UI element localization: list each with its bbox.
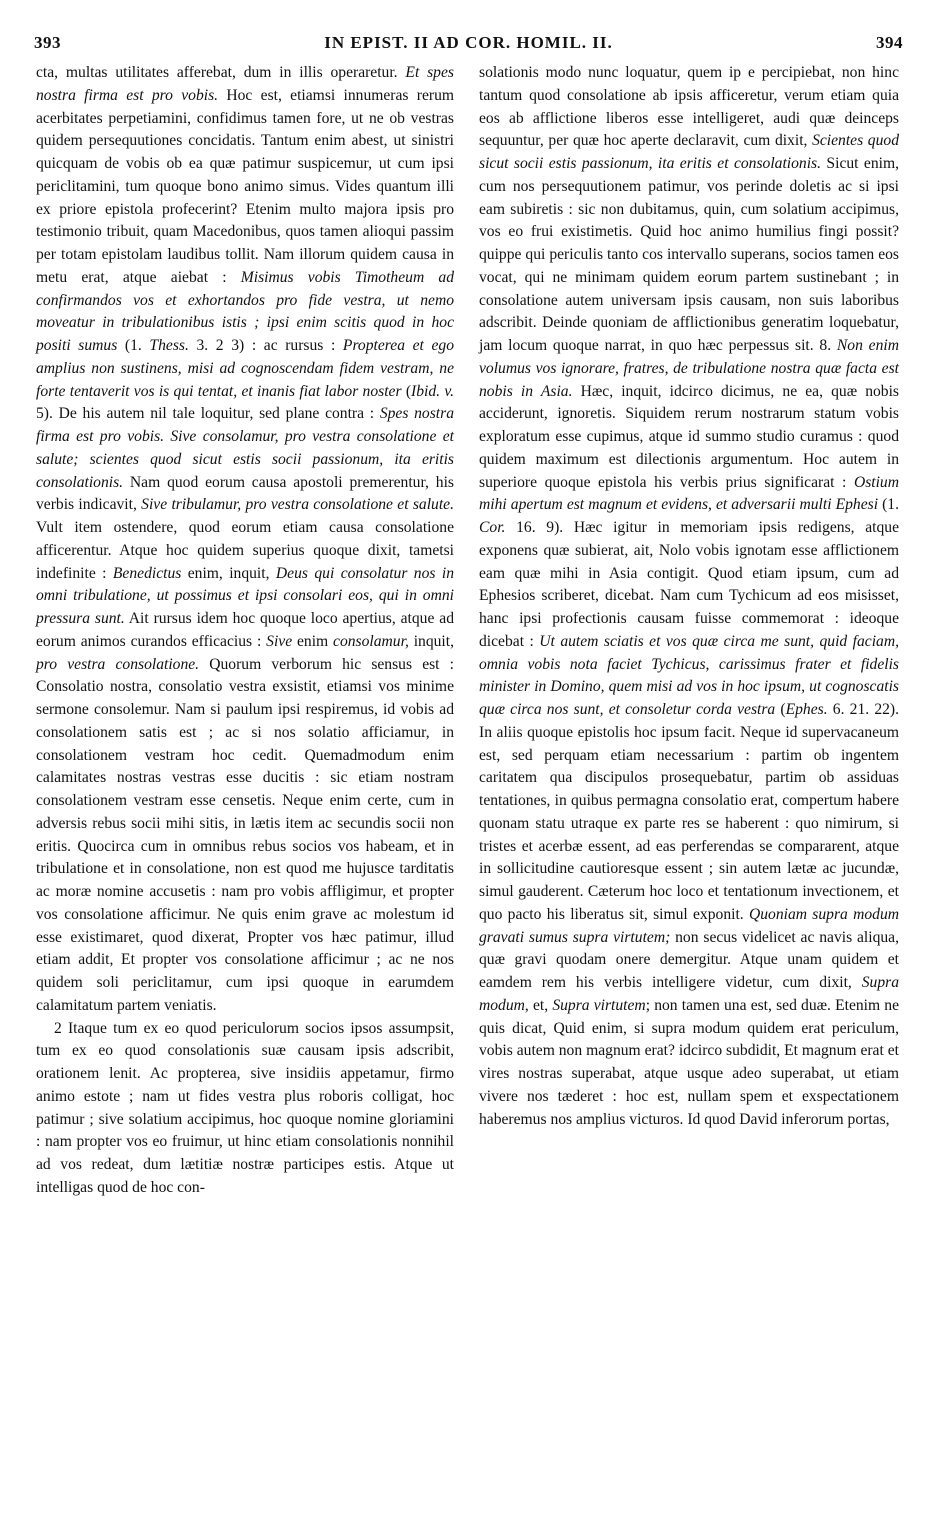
italic-run: consolamur, — [333, 632, 409, 650]
text-run: 6. 21. 22). In aliis quoque epistolis hoc ipsum facit. Neque id supervacaneum est, sed perquam etiam necessarium : partim ob ingentem caritatem qua discipulos prosequebatur, partim ob assiduas tentationes, in quibus permagna consolatio erat, compertum habere quonam statu utraque ex parte res se haberent : quo nimirum, si tristes et acerbæ essent, ad eas perferendas se compararent, atque in sollicitudine cautioresque essent ; sin autem lætæ ac jucundæ, simul gauderent. Cæterum hoc loco et tentationum invectionem, et quo pacto his liberatus sit, simul exponit. — [479, 701, 899, 923]
page-number-right: 394 — [875, 33, 903, 52]
italic-run: Supra modum — [479, 974, 899, 1014]
italic-run: Benedictus — [112, 564, 182, 582]
text-run: (1. — [117, 337, 150, 354]
page-number-left: 393 — [34, 33, 61, 52]
italic-run: Scientes quod sicut socii estis passionum, ita eritis et consolationis. — [479, 132, 899, 172]
italic-run: Thess. — [149, 337, 189, 354]
italic-run: Spes nostra firma est pro vobis. Sive consolamur, pro vestra consolatione et salute; scientes quod sicut estis socii passionum, ita eritis consolationis. — [36, 405, 454, 491]
italic-run: Non enim volumus vos ignorare, fratres, de tribulatione nostra quæ facta est nobis in Asia. — [479, 337, 899, 400]
text-run: 2 Itaque tum ex eo quod periculorum socios ipsos assumpsit, tum ex eo quod consolationis suæ causam ipsis adscribit, orationem lenit. Ac propterea, sive insidiis appetamur, firmo animo estote ; nam ut fides vestra plus roboris colligat, hoc patimur ; sive solatium accipimus, hoc quoque nomine gloriamini : nam propter vos eo fruimur, ut hinc etiam consolationis nonnihil ad vos redeat, dum lætitiæ nostræ participes estis. Atque ut intelligas quod de hoc con- — [36, 1019, 454, 1196]
italic-run: Ut autem sciatis et vos quæ circa me sunt, quid faciam, omnia vobis nota faciet Tychicus, carissimus frater et fidelis minister in Domino, quem misi ad vos in hoc ipsum, ut cognoscatis quæ circa nos sunt, et consoletur corda vestra — [479, 632, 899, 718]
running-header — [34, 28, 903, 58]
text-run: 3. 2 3) : ac rursus : — [188, 337, 343, 354]
text-run: 5). De his autem nil tale loquitur, sed plane contra : — [36, 405, 380, 423]
text-run: , et, — [524, 996, 553, 1014]
italic-run: Sive tribulamur, pro vestra consolatione et salute. — [141, 496, 454, 514]
italic-run: Cor. — [479, 519, 506, 536]
text-run: solationis modo nunc loquatur, quem ip e percipiebat, non hinc tantum quod consolatione ab ipsis afficeretur, verum etiam quia eos ab afflictione liberos esse intelligeret, audi quæ deinceps sequuntur, per quæ hoc aperte declaravit, cum dixit, — [479, 64, 899, 150]
text-run: enim, inquit, — [181, 564, 276, 582]
italic-run: Ostium mihi apertum est magnum et evidens, et adversarii multi Ephesi — [479, 473, 899, 514]
italic-run: Ephes. — [785, 701, 828, 718]
text-run: Sicut enim, cum nos persequutionem patimur, vos perinde doletis ac si ipsi eam subiretis : sic non dubitamus, quin, cum solatium accipimus, vos eo frui existimetis. Quid hoc animo humilius fingi possit? quippe qui periculis tanto cos intervallo superans, socios tamen eos vocat, qui ne minimam quidem eorum partem sustinebant ; in consolatione autem universam ipsis causam, non suis laboribus adscribit. Deinde quoniam de afflictionibus generatim loquebatur, jam locum quoque narrat, in quo hæc perpessus sit. 8. — [479, 155, 899, 354]
text-run: Nam quod eorum causa apostoli premerentur, his verbis indicavit, — [36, 473, 454, 514]
paragraph — [36, 1018, 454, 1200]
paragraph — [479, 62, 899, 1131]
text-run: Hoc est, etiamsi innumeras rerum acerbitates perpetiamini, confidimus tamen fore, ut ne ob vestras quidem persequutiones concidatis. Tantum enim abest, ut sinistri quicquam de vobis ob ea quæ patimur suspicemur, ut cum ipsi periclitamini, tum quoque bono animo simus. Vides quantum illi ex priore epistola profecerint? Etenim multo majora ipsis pro testimonio tribuit, quam Macedonibus, quos tamen alioqui passim per totam epistolam laudibus tollit. Nam illorum quidem causa in metu erat, atque aiebat : — [36, 86, 455, 286]
text-run: cta, multas utilitates afferebat, dum in illis operaretur. — [36, 64, 406, 81]
italic-run: Sive — [266, 632, 293, 650]
text-run: ; non tamen una est, sed duæ. Etenim ne quis dicat, Quid enim, si supra modum quidem erat periculum, vobis autem non magnum erat? idcirco subdidit, Et magnum erat et vires nostras superabat, atque usque adeo superabat, ut etiam vivere nos tæderet : hoc est, nullam spem et exspectationem haberemus nos amplius victuros. Id quod David inferorum portas, — [479, 996, 899, 1128]
italic-run: Deus qui consolatur nos in omni tribulatione, ut possimus et ipsi consolari eos, qui in omni pressura sunt. — [36, 564, 454, 627]
left-column — [36, 62, 454, 1200]
text-run: ( — [775, 701, 786, 718]
text-run: non secus videlicet ac navis aliqua, quæ gravi quodam onere demergitur. Atque unam quidem et eamdem rem his verbis intelligere videtur, cum dixit, — [479, 928, 899, 991]
italic-run: pro vestra consolatione. — [36, 655, 200, 673]
text-run: 16. 9). Hæc igitur in memoriam ipsis redigens, atque exponens quæ subierat, ait, Nolo vobis ignotam esse afflictionem eam quæ mihi in Asia contigit. Quod etiam ipsum, cum ad Ephesios scriberet, dicebat. Nam cum Tychicum ad eos misisset, hanc ipsi profectionis causam fuisse commemorat : ideoque dicebat : — [479, 519, 899, 650]
text-run: Quorum verborum hic sensus est : Consolatio nostra, consolatio vestra exsistit, etiamsi vos minime sermone consolemur. Nam si paulum ipsi respiremus, id vobis ad consolationem satis est ; ac si nos solatio afficiamur, in consolationem vestram hoc cedit. Quemadmodum enim calamitates nostras vestras esse ducitis : sic etiam nostram consolationem vestram esse censetis. Neque enim certe, cum in adversis rebus socii mihi sitis, in lætis item ac secundis socii non eritis. Quocirca cum in omnibus rebus socios vos habeam, et in tribulatione et in consolatione, non est quod me hujusce tarditatis ac moræ nomine accusetis : nam pro vobis affligimur, et propter vos consolatione afficimur. Ne quis enim grave ac molestum id esse existimaret, quod dixerat, Propter vos hæc patimur, illud etiam addit, Et propter vos consolatione afficimur ; ac ne nos quidem soli periclitamur, cum ipsi quoque in earumdem calamitatum partem veniatis. — [36, 655, 454, 1014]
text-run: ( — [401, 382, 412, 400]
paragraph — [36, 62, 454, 1018]
italic-run: Quoniam supra modum gravati sumus supra virtutem; — [479, 905, 900, 946]
right-column — [479, 62, 899, 1131]
italic-run: Propterea et ego amplius non sustinens, misi ad cognoscendam fidem vestram, ne forte tentaverit vos is qui tentat, et inanis fiat labor noster — [36, 337, 454, 400]
italic-run: Misimus vobis Timotheum ad confirmandos vos et exhortandos pro fide vestra, ut nemo moveatur in tribulationibus istis ; ipsi enim scitis quod in hoc positi sumus — [36, 268, 455, 354]
text-run: (1. — [878, 496, 899, 514]
text-run: Vult item ostendere, quod eorum etiam causa consolatione afficerentur. Atque hoc quidem superius quoque dixit, tametsi indefinite : — [36, 519, 454, 582]
italic-run: Ibid. v. — [411, 382, 454, 400]
text-run: enim — [292, 632, 334, 650]
italic-run: Et spes nostra firma est pro vobis. — [36, 64, 454, 104]
running-title: IN EPIST. II AD COR. HOMIL. II. — [324, 33, 613, 52]
italic-run: Supra virtutem — [552, 996, 646, 1014]
text-run: Ait rursus idem hoc quoque loco apertius, atque ad eorum animos curandos efficacius : — [36, 610, 454, 650]
text-run: Hæc, inquit, idcirco dicimus, ne ea, quæ nobis acciderunt, ignoretis. Siquidem rerum nostrarum statum vobis exploratum esse cupimus, atque id summo studio curamus : quod quidem maximum est dilectionis argumentum. Hoc autem in superiore quoque epistola his verbis prius significarat : — [479, 382, 899, 491]
text-run: inquit, — [408, 632, 454, 650]
